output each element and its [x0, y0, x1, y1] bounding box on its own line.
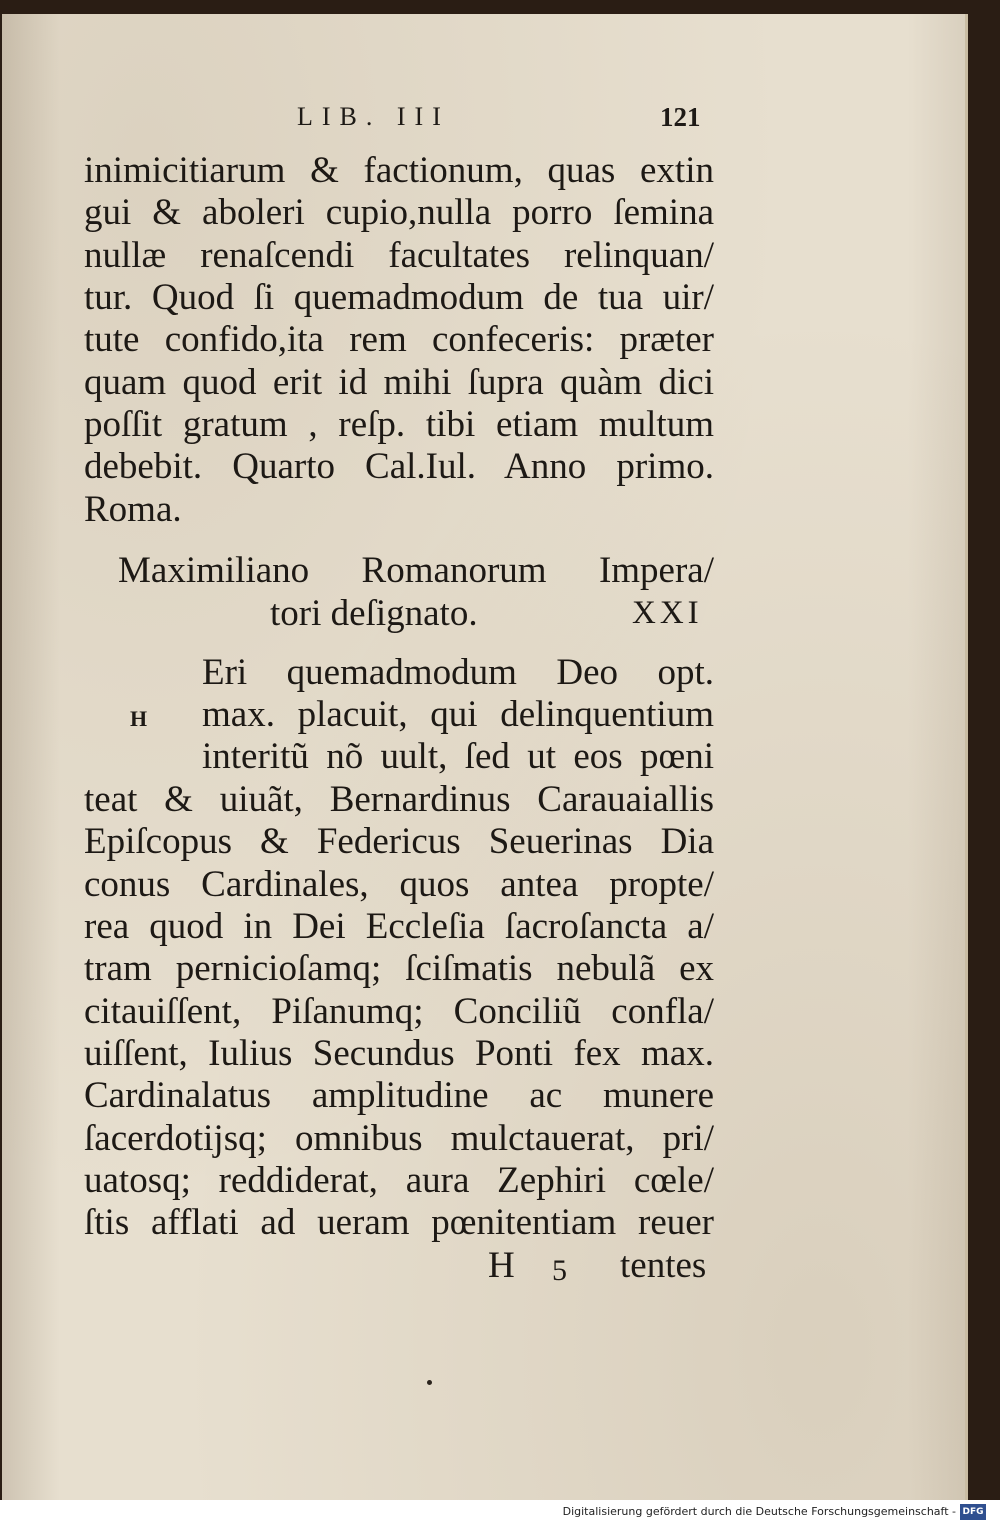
catchword: tentes — [620, 1245, 707, 1286]
ink-dot — [427, 1380, 432, 1385]
initial-guide-letter: H — [130, 706, 148, 731]
letter-number: XXI — [632, 595, 703, 631]
text-line: ſacerdotijsq; omnibus mulctauerat, pri/ — [84, 1118, 714, 1159]
text-line: tute confido,ita rem confeceris: præter — [84, 319, 714, 360]
letter-heading-line: tori deſignato. — [270, 593, 478, 634]
text-line: quam quod erit id mihi ſupra quàm dici — [84, 362, 714, 403]
page-number: 121 — [660, 102, 701, 132]
text-line: nullæ renaſcendi facultates relinquan/ — [84, 235, 714, 276]
text-line: uiſſent, Iulius Secundus Ponti fex max. — [84, 1033, 714, 1074]
signature-number: 5 — [552, 1254, 567, 1287]
signature-mark: H — [488, 1245, 515, 1286]
text-line: max. placuit, qui delinquentium — [202, 694, 714, 735]
text-line: rea quod in Dei Eccleſia ſacroſancta a/ — [84, 906, 714, 947]
text-line: tur. Quod ſi quemadmodum de tua uir/ — [84, 277, 714, 318]
text-line: ſtis afflati ad ueram pœnitentiam reuer — [84, 1202, 714, 1243]
text-line: poſſit gratum , reſp. tibi etiam multum — [84, 404, 714, 445]
text-line: Roma. — [84, 489, 182, 530]
text-line: teat & uiuãt, Bernardinus Carauaiallis — [84, 779, 714, 820]
text-line: uatosq; reddiderat, aura Zephiri cœle/ — [84, 1160, 714, 1201]
text-line: tram pernicioſamq; ſciſmatis nebulã ex — [84, 948, 714, 989]
text-line: Epiſcopus & Federicus Seuerinas Dia — [84, 821, 714, 862]
text-line: gui & aboleri cupio,nulla porro ſemina — [84, 192, 714, 233]
text-line: debebit. Quarto Cal.Iul. Anno primo. — [84, 446, 714, 487]
running-head: LIB. III — [297, 102, 450, 131]
letter-heading-line: Maximiliano Romanorum Impera/ — [118, 550, 714, 591]
text-line: interitũ nõ uult, ſed ut eos pœni — [202, 736, 714, 777]
text-line: citauiſſent, Piſanumq; Conciliũ confla/ — [84, 991, 714, 1032]
text-line: Eri quemadmodum Deo opt. — [202, 652, 714, 693]
funding-credit: Digitalisierung gefördert durch die Deutsche Forschungsgemeinschaft - — [562, 1505, 956, 1518]
dfg-logo: DFG — [960, 1504, 986, 1520]
footer-bar — [0, 1500, 1000, 1524]
text-line: Cardinalatus amplitudine ac munere — [84, 1075, 714, 1116]
text-line: conus Cardinales, quos antea propte/ — [84, 864, 714, 905]
text-line: inimicitiarum & factionum, quas extin — [84, 150, 714, 191]
